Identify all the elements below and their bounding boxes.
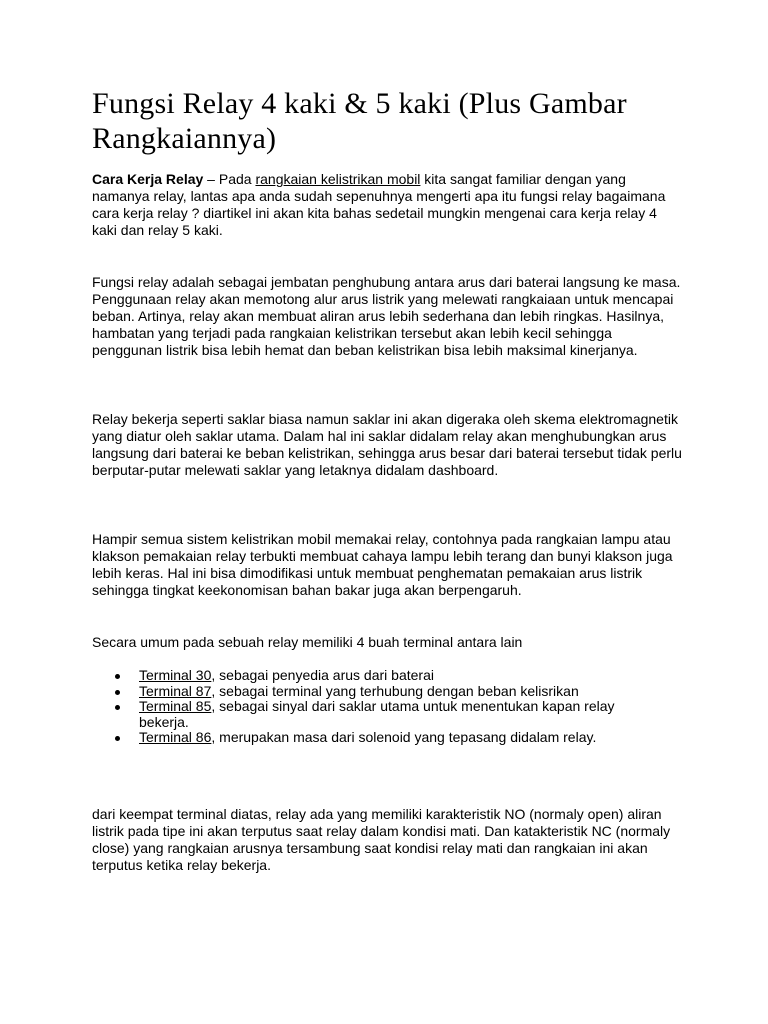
intro-dash: – Pada (203, 171, 256, 187)
intro-paragraph (92, 171, 682, 239)
terminal-link[interactable]: Terminal 86 (139, 729, 212, 745)
terminal-desc: , sebagai sinyal dari saklar utama untuk menentukan kapan relay bekerja. (139, 698, 615, 730)
page-title: Fungsi Relay 4 kaki & 5 kaki (Plus Gambar Rangkaiannya) (92, 87, 627, 155)
terminal-desc: , merupakan masa dari solenoid yang tepasang didalam relay. (211, 729, 597, 745)
list-item (92, 684, 652, 700)
intro-link[interactable]: rangkaian kelistrikan mobil (255, 171, 421, 187)
paragraph-terminal-intro: Secara umum pada sebuah relay memiliki 4 buah terminal antara lain (92, 634, 523, 650)
terminal-link[interactable]: Terminal 85 (139, 698, 212, 714)
terminal-desc: , sebagai penyedia arus dari baterai (211, 667, 434, 683)
list-item (92, 699, 652, 730)
paragraph-fungsi: Fungsi relay adalah sebagai jembatan penghubung antara arus dari baterai langsung ke masa. Penggunaan relay akan memotong alur arus listrik yang melewati rangkaiaan untuk mencapai beban. Artinya, relay akan membuat aliran arus lebih sederhana dan lebih ringkas. Hasilnya, hambatan yang terjadi pada rangkaian kelistrikan tersebut akan lebih kecil sehingga penggunan listrik bisa lebih hemat dan beban kelistrikan bisa lebih maksimal kinerjanya. (92, 274, 681, 358)
list-item (92, 668, 652, 684)
terminal-link[interactable]: Terminal 87 (139, 682, 212, 699)
paragraph-cara-kerja: Relay bekerja seperti saklar biasa namun saklar ini akan digeraka oleh skema elektromagnetik yang diatur oleh saklar utama. Dalam hal ini saklar didalam relay akan menghubungkan arus langsung dari baterai ke beban kelistrikan, sehingga arus besar dari baterai tersebut tidak perlu berputar-putar melewati saklar yang letaknya didalam dashboard. (92, 411, 682, 478)
paragraph-contoh: Hampir semua sistem kelistrikan mobil memakai relay, contohnya pada rangkaian lampu atau klakson pemakaian relay terbukti membuat cahaya lampu lebih terang dan bunyi klakson juga lebih keras. Hal ini bisa dimodifikasi untuk membuat penghematan pemakaian arus listrik sehingga tingkat keekonomisan bahan bakar juga akan berpengaruh. (92, 531, 673, 598)
paragraph-closing: dari keempat terminal diatas, relay ada yang memiliki karakteristik NO (normaly open) aliran listrik pada tipe ini akan terputus saat relay dalam kondisi mati. Dan katakteristik NC (normaly close) yang rangkaian arusnya tersambung saat kondisi relay mati dan rangkaian ini akan terputus ketika relay bekerja. (92, 806, 671, 873)
intro-rest: kita sangat familiar dengan yang namanya relay, lantas apa anda sudah sepenuhnya mengerti apa itu fungsi relay bagaimana cara kerja relay ? diartikel ini akan kita bahas sedetail mungkin mengenai cara kerja relay 4 kaki dan relay 5 kaki. (92, 171, 666, 238)
terminal-desc: , sebagai terminal yang terhubung dengan beban kelisrikan (211, 682, 579, 699)
intro-bold-lead: Cara Kerja Relay (92, 171, 204, 187)
terminal-list (92, 668, 652, 746)
terminal-link[interactable]: Terminal 30 (139, 667, 212, 683)
list-item (92, 730, 652, 746)
